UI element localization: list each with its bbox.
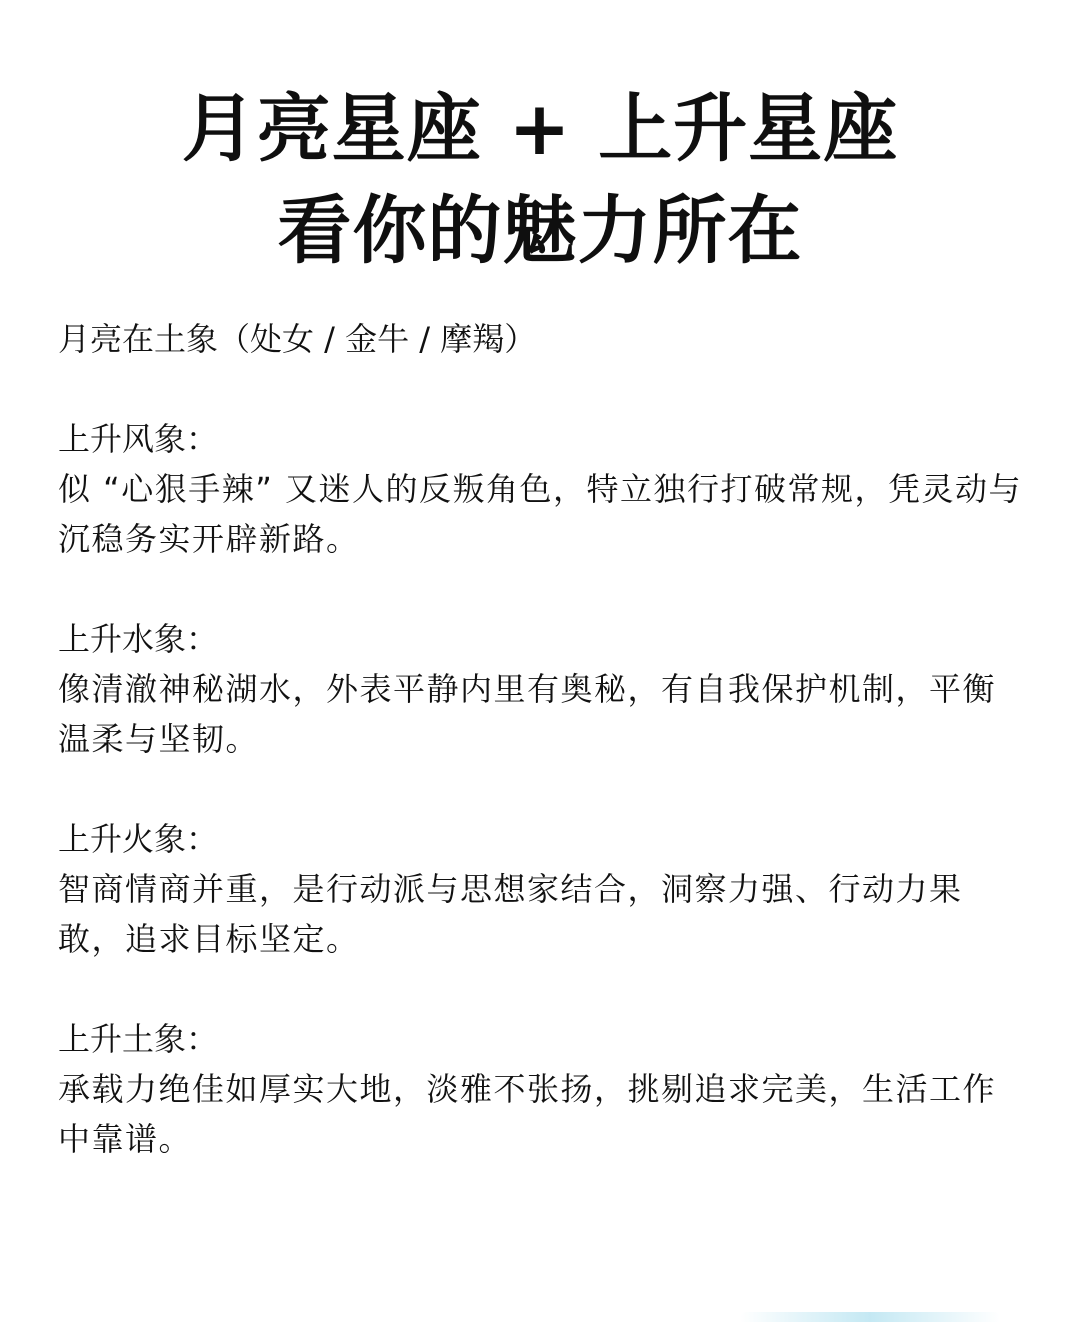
section-rising-water	[58, 614, 1026, 764]
section-rising-air	[58, 414, 1026, 564]
title-block	[0, 78, 1080, 282]
section-body: 似 “心狠手辣” 又迷人的反叛角色，特立独行打破常规，凭灵动与沉稳务实开辟新路。	[58, 470, 1023, 558]
page-title-line-1: 月亮星座 + 上升星座	[181, 86, 899, 172]
moon-sign-subtitle: 月亮在土象（处女 / 金牛 / 摩羯）	[58, 320, 537, 358]
section-heading: 上升火象：	[58, 820, 219, 858]
section-body: 像清澈神秘湖水，外表平静内里有奥秘，有自我保护机制，平衡温柔与坚韧。	[58, 670, 997, 758]
section-heading: 上升水象：	[58, 620, 219, 658]
section-heading: 上升风象：	[58, 420, 219, 458]
section-body: 智商情商并重，是行动派与思想家结合，洞察力强、行动力果敢，追求目标坚定。	[58, 870, 963, 958]
page-title-line-2: 看你的魅力所在	[277, 188, 803, 274]
bottom-decorative-glow	[740, 1312, 1000, 1322]
section-rising-earth	[58, 1014, 1026, 1164]
article-content	[58, 314, 1026, 1214]
section-heading: 上升土象：	[58, 1020, 219, 1058]
section-body: 承载力绝佳如厚实大地，淡雅不张扬，挑剔追求完美，生活工作中靠谱。	[58, 1070, 997, 1158]
section-rising-fire	[58, 814, 1026, 964]
